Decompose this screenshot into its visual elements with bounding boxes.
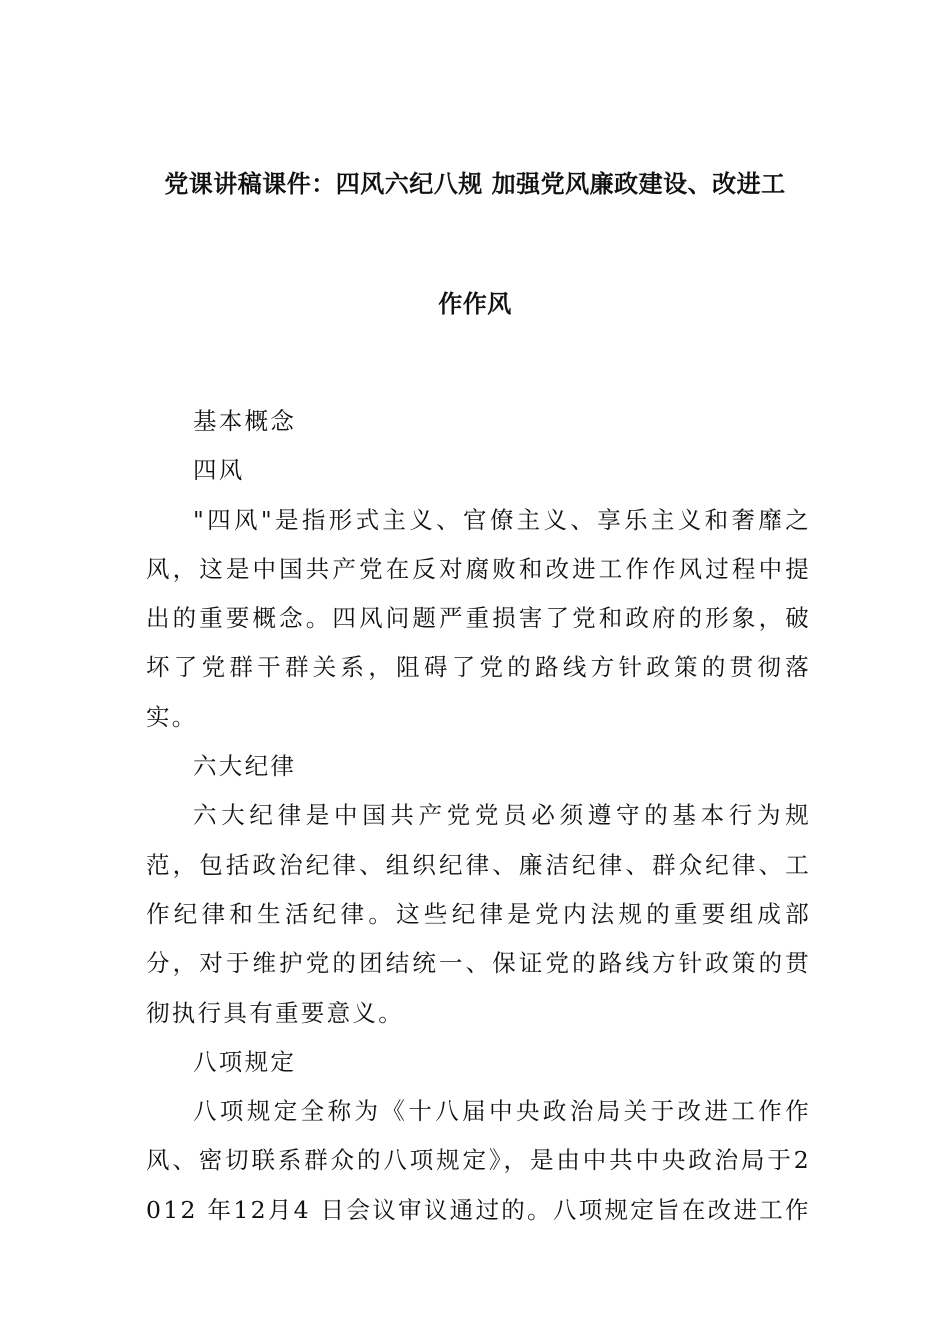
document-title-line-2: 作作风 <box>438 290 512 318</box>
paragraph-eight-regulations: 八项规定全称为《十八届中央政治局关于改进工作作风、密切联系群众的八项规定》，是由中共中央政治局于2012 年12月4 日会议审议通过的。八项规定旨在改进工作 <box>146 1097 811 1224</box>
document-body <box>146 397 811 1235</box>
section-heading-six-disciplines: 六大纪律 <box>193 752 297 781</box>
paragraph-six-disciplines: 六大纪律是中国共产党党员必须遵守的基本行为规范，包括政治纪律、组织纪律、廉洁纪律、群众纪律、工作纪律和生活纪律。这些纪律是党内法规的重要组成部分，对于维护党的团结统一、保证党的路线方针政策的贯彻执行具有重要意义。 <box>146 801 811 1027</box>
section-heading-eight-regulations: 八项规定 <box>193 1047 297 1076</box>
section-heading-four-winds: 四风 <box>193 456 245 485</box>
section-heading-basic-concepts: 基本概念 <box>193 407 297 435</box>
paragraph-four-winds: "四风"是指形式主义、官僚主义、享乐主义和奢靡之风，这是中国共产党在反对腐败和改进工作作风过程中提出的重要概念。四风问题严重损害了党和政府的形象，破坏了党群干群关系，阻碍了党的路线方针政策的贯彻落实。 <box>146 505 811 731</box>
document-title-line-1: 党课讲稿课件：四风六纪八规 加强党风廉政建设、改进工 <box>164 170 786 198</box>
